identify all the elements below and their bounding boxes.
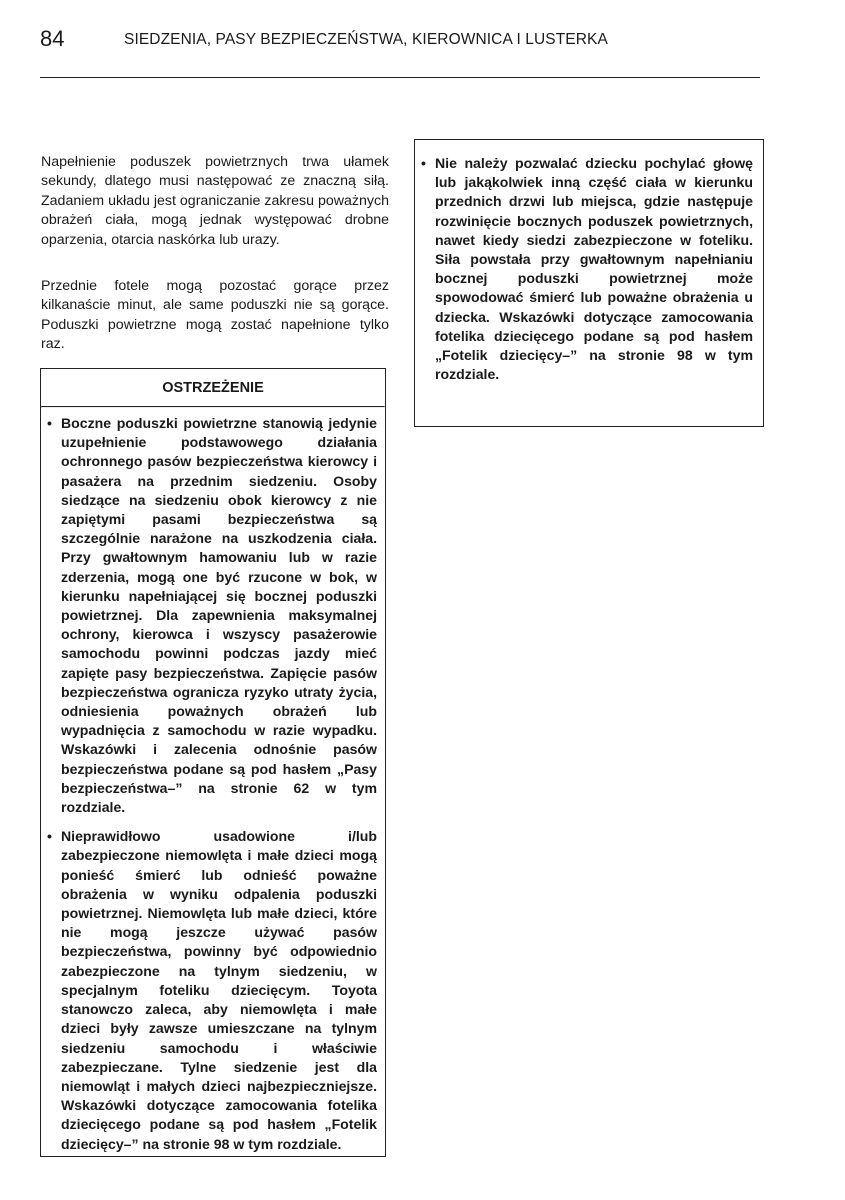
bullet-icon: • [47, 415, 52, 431]
warning-title: OSTRZEŻENIE [162, 380, 264, 396]
warning-item-text: Nieprawidłowo usadowione i/lub zabezpieczone niemowlęta i małe dzieci mogą ponieść śmierć lub odnieść poważne obrażenia w wyniku odpalenia poduszki powietrznej. Niemowlęta lub małe dzieci, które nie mogą jeszcze używać pasów bezpieczeństwa, powinny być odpowiednio zabezpieczone na tylnym siedzeniu, w specjalnym foteliku dziecięcym. Toyota stanowczo zaleca, aby niemowlęta i małe dzieci były zawsze umieszczane na tylnym siedzeniu samochodu i właściwie zabezpieczane. Tylne siedzenie jest dla niemowląt i małych dzieci najbezpieczniejsze. Wskazówki dotyczące zamocowania fotelika dziecięcego podane są pod hasłem „Fotelik dziecięcy–” na stronie 98 w tym rozdziale. [61, 828, 377, 1152]
bullet-icon: • [421, 155, 426, 171]
bullet-icon: • [47, 828, 52, 845]
warning-item-text: Boczne poduszki powietrzne stanowią jedynie uzupełnienie podstawowego działania ochronnego pasów bezpieczeństwa kierowcy i pasażera na przednim siedzeniu. Osoby siedzące na siedzeniu obok kierowcy z nie zapiętymi pasami bezpieczeństwa są szczególnie narażone na uszkodzenia ciała. Przy gwałtownym hamowaniu lub w razie zderzenia, mogą one być rzucone w bok, w kierunku napełniającej się bocznej poduszki powietrznej. Dla zapewnienia maksymalnej ochrony, kierowca i wszyscy pasażerowie samochodu powinni podczas jazdy mieć zapięte pasy bezpieczeństwa. Zapięcie pasów bezpieczeństwa ogranicza ryzyko utraty życia, odniesienia poważnych obrażeń lub wypadnięcia z samochodu w razie wypadku. Wskazówki i zalecenia odnośnie pasów bezpieczeństwa podane są pod hasłem „Pasy bezpieczeństwa–” na stronie 62 w tym rozdziale. [61, 415, 377, 816]
warning-item [421, 154, 753, 384]
warning-box [40, 368, 386, 1157]
warning-item-text: Nie należy pozwalać dziecku pochylać głowę lub jakąkolwiek inną część ciała w kierunku przednich drzwi lub miejsca, gdzie następuje rozwinięcie bocznych poduszek powietrznych, nawet kiedy siedzi zabezpieczone w foteliku. Siła powstała przy gwałtownym napełnianiu bocznej poduszki powietrznej może spowodować śmierć lub poważne obrażenia u dziecka. Wskazówki dotyczące zamocowania fotelika dziecięcego podane są pod hasłem „Fotelik dziecięcy–” na stronie 98 w tym rozdziale. [435, 155, 753, 383]
warning-item [47, 414, 377, 817]
warning-continued-list [415, 140, 763, 384]
page-header [40, 26, 760, 52]
warning-item [47, 827, 377, 1153]
header-rule [40, 77, 760, 78]
intro-paragraph-1: Napełnienie poduszek powietrznych trwa ułamek sekundy, dlatego musi następować ze znaczną siłą. Zadaniem układu jest ograniczanie zakresu poważnych obrażeń ciała, mogą jednak występować drobne oparzenia, otarcia naskórka lub urazy. [41, 154, 389, 248]
chapter-title: SIEDZENIA, PASY BEZPIECZEŃSTWA, KIEROWNICA I LUSTERKA [124, 31, 608, 48]
warning-list [41, 408, 385, 1154]
page-number: 84 [40, 26, 65, 51]
warning-continued-box [414, 139, 764, 427]
intro-paragraph-2: Przednie fotele mogą pozostać gorące przez kilkanaście minut, ale same poduszki nie są gorące. Poduszki powietrzne mogą zostać napełnione tylko raz. [41, 278, 389, 353]
